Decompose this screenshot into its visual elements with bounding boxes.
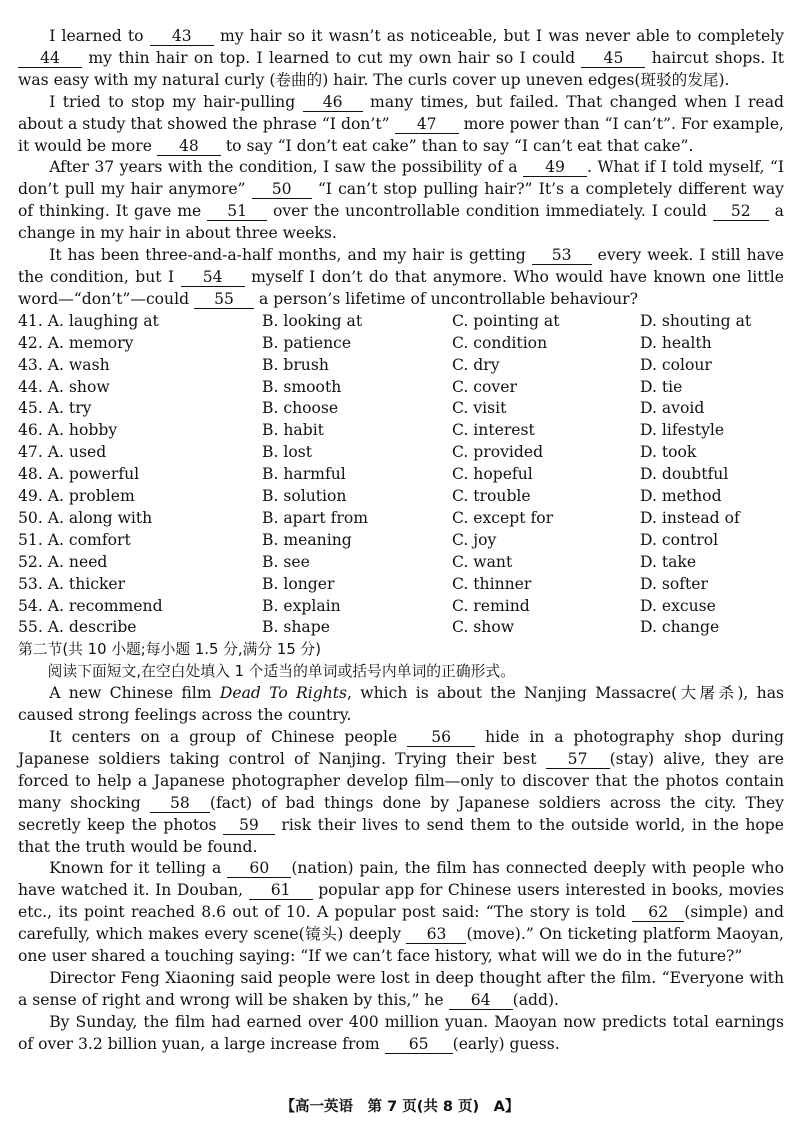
text: more power than “I can’t”. For example, it would be more: [18, 114, 784, 155]
option-a: 46. A. hobby: [18, 421, 118, 440]
passage1-paragraph-3: [18, 157, 784, 245]
option-d: D. excuse: [640, 596, 716, 615]
option-row: [18, 377, 784, 399]
option-c: C. condition: [452, 333, 548, 352]
option-row: [18, 420, 784, 442]
option-d: D. colour: [640, 355, 712, 374]
option-d: D. shouting at: [640, 311, 752, 330]
option-c: C. except for: [452, 508, 554, 527]
option-d: D. method: [640, 487, 722, 506]
page-footer: 【高一英语 第 7 页(共 8 页) A】: [280, 1099, 520, 1115]
option-d: D. tie: [640, 377, 683, 396]
option-row: [18, 530, 784, 552]
blank-54: 54: [181, 269, 245, 287]
text: (move).” On ticketing platform Maoyan, one user shared a touching saying: “If we can’t face history, what will we do in the future?”: [18, 925, 784, 966]
option-b: B. habit: [262, 421, 324, 440]
option-row: [18, 333, 784, 355]
option-a: 49. A. problem: [18, 487, 135, 506]
option-a: 41. A. laughing at: [18, 311, 159, 330]
blank-57: 57: [546, 751, 610, 769]
blank-59: 59: [223, 817, 275, 835]
option-b: B. meaning: [262, 530, 352, 549]
option-c: C. want: [452, 552, 513, 571]
blank-58: 58: [150, 795, 210, 813]
option-c: C. remind: [452, 596, 530, 615]
option-a: 53. A. thicker: [18, 574, 126, 593]
options-list: [18, 311, 784, 640]
option-b: B. smooth: [262, 377, 342, 396]
option-d: D. instead of: [640, 508, 740, 527]
option-d: D. control: [640, 530, 719, 549]
text: By Sunday, the film had earned over 400 million yuan. Maoyan now predicts total earnings of over 3.2 billion yuan, a large increase from: [18, 1012, 784, 1053]
blank-50: 50: [252, 181, 312, 199]
blank-63: 63: [406, 926, 466, 944]
option-c: C. thinner: [452, 574, 532, 593]
option-row: [18, 464, 784, 486]
blank-48: 48: [157, 138, 221, 156]
option-c: C. pointing at: [452, 311, 560, 330]
option-a: 48. A. powerful: [18, 465, 140, 484]
text: a change in my hair in about three weeks.: [18, 202, 784, 243]
option-row: [18, 508, 784, 530]
option-a: 50. A. along with: [18, 508, 153, 527]
option-a: 42. A. memory: [18, 333, 134, 352]
option-row: [18, 398, 784, 420]
text: , which is about the Nanjing Massacre(大屠杀), has caused strong feelings across the country.: [18, 684, 785, 725]
option-c: C. dry: [452, 355, 500, 374]
text: risk their lives to send them to the outside world, in the hope that the truth would be found.: [18, 815, 784, 856]
text: to say “I don’t eat cake” than to say “I can’t eat that cake”.: [225, 136, 694, 155]
option-a: 45. A. try: [18, 399, 92, 418]
option-a: 43. A. wash: [18, 355, 110, 374]
text: . What if I told myself, “I don’t pull my hair anymore”: [18, 158, 784, 199]
option-a: 51. A. comfort: [18, 530, 131, 549]
text: A new Chinese film: [49, 684, 212, 703]
passage2-paragraph-3: [18, 858, 784, 968]
text: (fact) of bad things done by Japanese soldiers across the city. They secretly keep the photos: [18, 793, 784, 834]
text: (add).: [512, 990, 559, 1009]
text: every week. I still have the condition, but I: [18, 246, 784, 286]
blank-47: 47: [395, 116, 459, 134]
blank-56: 56: [407, 729, 475, 747]
text: I tried to stop my hair-pulling: [49, 92, 296, 111]
option-d: D. took: [640, 443, 697, 462]
text: After 37 years with the condition, I saw the possibility of a: [49, 158, 518, 177]
option-d: D. change: [640, 618, 720, 637]
passage1-paragraph-2: [18, 92, 784, 158]
text: (early) guess.: [452, 1034, 560, 1053]
option-row: [18, 574, 784, 596]
option-row: [18, 442, 784, 464]
blank-55: 55: [194, 291, 254, 309]
option-b: B. shape: [262, 618, 330, 637]
option-c: C. visit: [452, 399, 507, 418]
blank-46: 46: [303, 94, 363, 112]
text: a person’s lifetime of uncontrollable behaviour?: [259, 289, 638, 308]
text: haircut shops. It was easy with my natural curly (卷曲的) hair. The curls cover up uneven edges(斑驳的发尾).: [18, 48, 785, 89]
option-row: [18, 596, 784, 618]
text: hide in a photography shop during Japanese soldiers taking control of Nanjing. Trying their best: [18, 728, 784, 768]
option-b: B. apart from: [262, 508, 369, 527]
text: “I can’t stop pulling hair?” It’s a completely different way of thinking. It gave me: [18, 180, 784, 221]
blank-61: 61: [249, 882, 313, 900]
option-row: [18, 486, 784, 508]
text: It has been three-and-a-half months, and my hair is getting: [49, 246, 526, 265]
option-a: 47. A. used: [18, 443, 107, 462]
section-heading: 第二节(共 10 小题;每小题 1.5 分,满分 15 分): [18, 641, 322, 659]
option-b: B. explain: [262, 596, 341, 615]
passage2-paragraph-5: [18, 1012, 784, 1056]
option-row: [18, 355, 784, 377]
option-row: [18, 552, 784, 574]
option-d: D. doubtful: [640, 465, 729, 484]
option-row: [18, 617, 784, 639]
option-a: 54. A. recommend: [18, 596, 163, 615]
exam-page: [18, 26, 784, 1056]
option-b: B. looking at: [262, 311, 363, 330]
option-b: B. longer: [262, 574, 335, 593]
option-b: B. brush: [262, 355, 329, 374]
option-d: D. softer: [640, 574, 708, 593]
option-b: B. choose: [262, 399, 339, 418]
text: my thin hair on top. I learned to cut my own hair so I could: [88, 48, 576, 67]
blank-51: 51: [207, 203, 267, 221]
option-b: B. patience: [262, 333, 352, 352]
option-a: 44. A. show: [18, 377, 110, 396]
option-c: C. interest: [452, 421, 535, 440]
blank-45: 45: [581, 50, 645, 68]
text: Known for it telling a: [49, 859, 222, 878]
text: my hair so it wasn’t as noticeable, but I was never able to completely: [219, 27, 784, 45]
blank-64: 64: [449, 992, 513, 1010]
option-a: 55. A. describe: [18, 618, 137, 637]
passage1-paragraph-4: [18, 245, 784, 311]
text: myself I don’t do that anymore. Who would have known one little word—“don’t”—could: [18, 267, 784, 308]
text: many times, but failed. That changed when I read about a study that showed the phrase “I don’t”: [18, 92, 784, 133]
option-c: C. show: [452, 618, 515, 637]
option-b: B. harmful: [262, 465, 346, 484]
section-instruction: 阅读下面短文,在空白处填入 1 个适当的单词或括号内单词的正确形式。: [47, 663, 516, 681]
option-b: B. lost: [262, 443, 313, 462]
film-title: Dead To Rights: [219, 684, 348, 703]
passage2-paragraph-2: [18, 727, 784, 858]
blank-52: 52: [713, 203, 769, 221]
blank-43: 43: [150, 28, 214, 46]
text: Director Feng Xiaoning said people were lost in deep thought after the film. “Everyone with a sense of right and wrong will be shaken by this,” he: [18, 968, 784, 1009]
option-c: C. trouble: [452, 487, 531, 506]
passage2-paragraph-1: [18, 683, 784, 727]
blank-65: 65: [385, 1036, 453, 1054]
passage1-paragraph-1: [18, 26, 784, 92]
option-d: D. avoid: [640, 399, 705, 418]
blank-62: 62: [632, 904, 684, 922]
option-b: B. solution: [262, 487, 347, 506]
option-c: C. joy: [452, 530, 497, 549]
text: over the uncontrollable condition immediately. I could: [273, 202, 707, 221]
passage2-paragraph-4: [18, 968, 784, 1012]
option-d: D. lifestyle: [640, 421, 725, 440]
option-d: D. health: [640, 333, 712, 352]
option-c: C. provided: [452, 443, 544, 462]
option-b: B. see: [262, 552, 310, 571]
option-c: C. hopeful: [452, 465, 533, 484]
blank-53: 53: [532, 247, 592, 265]
text: It centers on a group of Chinese people: [49, 728, 398, 746]
option-c: C. cover: [452, 377, 517, 396]
text: (stay) alive, they are forced to help a Japanese photographer develop film—only to discover that the photos contain many shocking: [18, 749, 784, 812]
option-row: [18, 311, 784, 333]
text: I learned to: [49, 27, 144, 45]
option-a: 52. A. need: [18, 552, 108, 571]
blank-60: 60: [227, 860, 291, 878]
text: (nation) pain, the film has connected deeply with people who have watched it. In Douban,: [18, 859, 784, 900]
text: (simple) and carefully, which makes every scene(镜头) deeply: [18, 903, 784, 944]
text: popular app for Chinese users interested in books, movies etc., its point reached 8.6 out of 10. A popular post said: “The story is told: [18, 881, 784, 922]
blank-49: 49: [523, 159, 587, 177]
blank-44: 44: [18, 50, 82, 68]
option-d: D. take: [640, 552, 697, 571]
